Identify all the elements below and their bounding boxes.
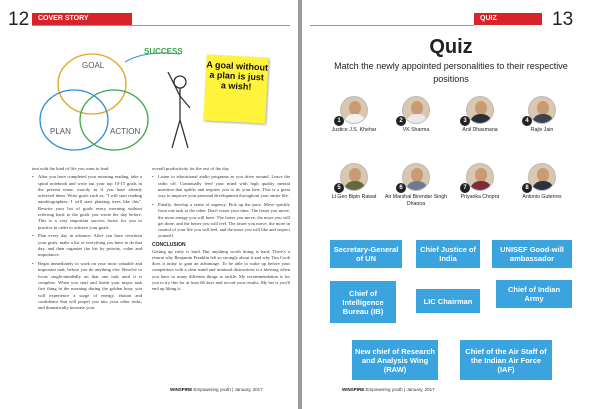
col2-lead: overall productivity for the rest of the day. [152,166,230,171]
list-item: • After you have completed your morning reading, take a spiral notebook and write out your top 10-15 goals in the present tense, exactly as if you have already achieved them. Write goals such as, "I will start reading autobiographies; I will start planting trees like this". Rewrite your list of goals every morning without referring back to the goals you wrote the day before. This is a very important success factor for you to practice in order to achieve your goals. [32,174,142,231]
section-bar-cover-story: COVER STORY [32,13,132,25]
person-7 [448,163,512,201]
person-name: Justice J.S. Khehar [331,127,377,133]
position-box-5: LIC Chairman [416,289,480,313]
success-label: SUCCESS [144,47,183,56]
list-item: • Plan every day in advance. After you have rewritten your goals, make a list of everything you have to do that day, and then organize the list by priority, value and importance. [32,233,142,258]
quiz-subtitle: Match the newly appointed personalities to their respective positions [334,61,568,84]
person-5 [322,163,386,201]
header-rule [310,25,474,26]
conclusion-text: Getting up early is hard. But anything worth doing is hard. There's a reason why Benjamin Franklin felt so strongly about it and why Tim Cook does it today to gain an advantage. To be able to wake up before your competitors with a clear mind and minimal distractions is a blessing when you have so many different things to tackle. My recommendation is for you to try this for at least 66 days and record your results. My bet is you'll end up liking it. [152,248,290,292]
list-item: • Begin immediately to work on your most valuable and important task, before you do anything else. Resolve to focus single-mindedly on that one task until it is complete. When you start and finish your major task first thing in the morning during the golden hour, you will experience a surge of energy, elation and confidence that will propel you into your other tasks, and dramatically increase your [32,261,142,311]
avatar [466,96,494,124]
avatar [528,163,556,191]
position-box-8: Chief of the Air Staff of the Indian Air Force (IAF) [460,340,552,380]
position-box-4: Chief of Intelligence Bureau (IB) [330,281,396,323]
avatar [402,163,430,191]
person-name: Anil Dhasmana [462,127,498,133]
plan-label: PLAN [50,127,71,136]
left-page [0,0,298,409]
right-page [302,0,600,409]
footer-brand: WINSPIRE [170,387,193,392]
number-badge: 1 [334,116,344,126]
number-badge: 7 [460,183,470,193]
number-badge: 3 [460,116,470,126]
plan-circle [40,90,108,150]
number-badge: 8 [522,183,532,193]
person-3 [448,96,512,134]
number-badge: 6 [396,183,406,193]
conclusion-heading: CONCLUSION [152,242,186,249]
sticky-note: A goal without a plan is just a wish! [203,54,268,123]
footer-text: Empowering youth | January, 2017 [193,387,263,392]
goal-label: GOAL [82,61,105,70]
person-2 [384,96,448,134]
position-box-7: New chief of Research and Analysis Wing (RAW) [352,340,438,380]
person-name: Lt Gen Bipin Rawat [331,194,377,200]
action-label: ACTION [110,127,141,136]
avatar [340,96,368,124]
position-box-2: Chief Justice of India [416,240,480,268]
footer-brand: WINSPIRE [342,387,365,392]
col1-lead: tent with the kind of life you want to lead. [32,166,110,171]
left-column-1 [32,166,142,314]
quiz-title: Quiz [429,36,473,58]
person-4 [510,96,574,134]
person-8 [510,163,574,201]
position-box-1: Secretary-General of UN [330,240,402,268]
page-number-left: 12 [8,9,30,30]
number-badge: 2 [396,116,406,126]
stick-figure-icon [168,72,190,148]
avatar [528,96,556,124]
avatar [402,96,430,124]
goal-plan-action-illustration [30,40,205,162]
number-badge: 5 [334,183,344,193]
list-item: • Listen to educational audio programs as you drive around. Leave the radio off. Continually feed your mind with high quality mental nutrition that uplifts and inspires you to do your best. This is a great way to improve your personal development throughout your entire life. [152,174,290,199]
avatar [340,163,368,191]
position-box-6: Chief of Indian Army [496,280,572,308]
left-column-2 [152,166,290,295]
number-badge: 4 [522,116,532,126]
header-rule [32,25,290,26]
footer-left [170,387,263,392]
section-bar-quiz: QUIZ [474,13,542,25]
page-number-right: 13 [552,9,574,30]
avatar [466,163,494,191]
list-item: • Finally, develop a sense of urgency. Pick up the pace. Move quickly from one task to the other. Don't waste your time. The faster you move, the more energy you will have. The faster you move, the more you will get done, and the better you will feel. The faster you move, the more in control of your life you will feel, and the more you will like and respect yourself. [152,202,290,240]
footer-text: Empowering youth | January, 2017 [365,387,435,392]
person-name: Priyanka Chopra [460,194,500,200]
person-1 [322,96,386,134]
person-name: VK Sharma [402,127,430,133]
person-name: Rajiv Jain [530,127,554,133]
person-name: Air Marshal Birender Singh Dhanoa [385,194,447,207]
person-name: Antonio Guterres [522,194,562,200]
position-box-3: UNISEF Good-will ambassador [492,240,572,268]
action-circle [80,90,148,150]
person-6 [384,163,448,207]
footer-right [342,387,435,392]
